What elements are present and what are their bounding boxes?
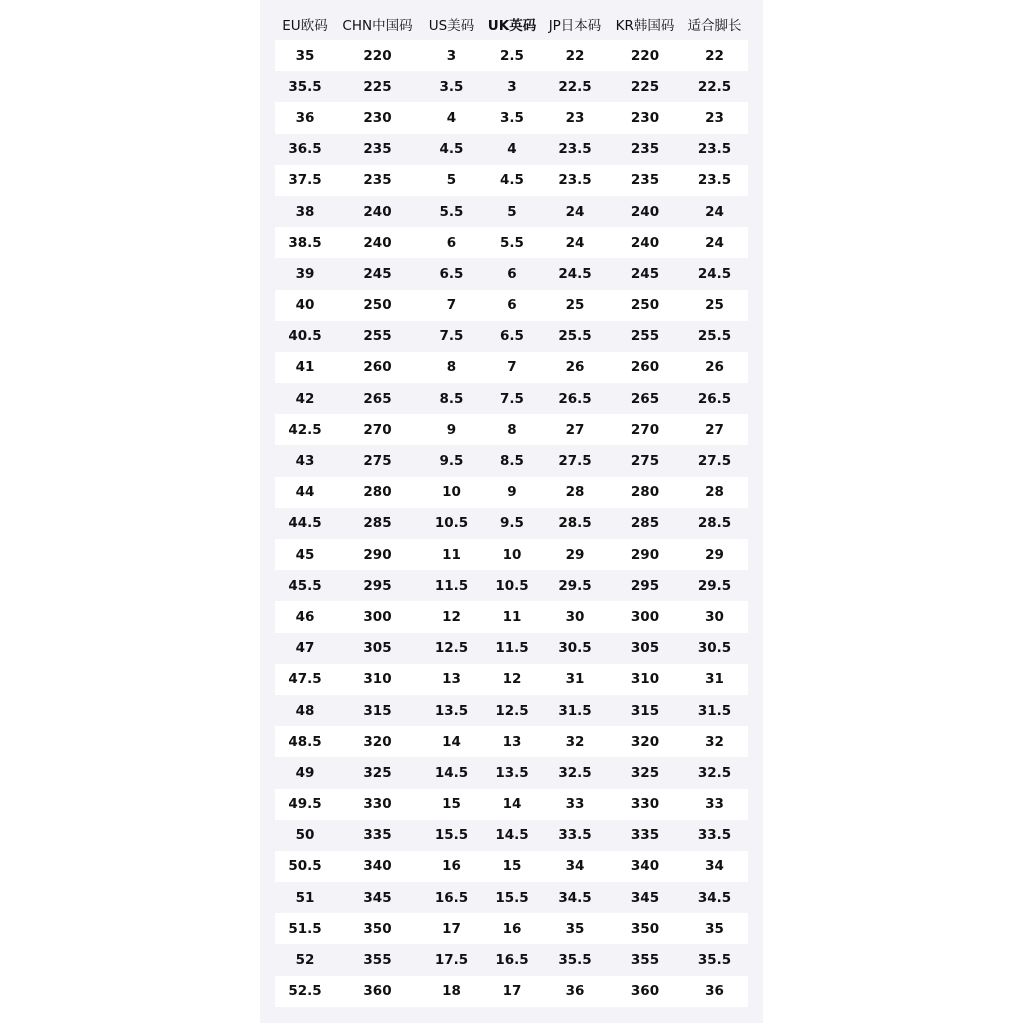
table-row [275,71,748,102]
cell-jp: 34 [565,858,585,875]
cell-uk: 13 [502,733,522,750]
cell-foot-length: 26.5 [697,390,732,407]
cell-us: 5.5 [439,203,464,220]
table-row [275,165,748,196]
cell-eu: 49 [295,764,315,781]
table-row [275,321,748,352]
cell-kr: 225 [630,78,660,95]
cell-jp: 31 [565,671,585,688]
cell-jp: 26 [565,359,585,376]
cell-jp: 22 [565,47,585,64]
cell-uk: 16.5 [495,952,529,969]
cell-kr: 250 [630,297,660,314]
cell-us: 7.5 [439,328,464,345]
header-jp: JP日本码 [548,18,602,34]
cell-eu: 43 [295,453,315,470]
cell-uk: 15 [502,858,522,875]
cell-uk: 4.5 [500,172,524,189]
cell-foot-length: 35 [705,920,724,937]
table-row [275,102,748,133]
cell-us: 14.5 [434,764,469,781]
cell-chn: 240 [363,234,392,251]
table-row [275,757,748,788]
cell-kr: 350 [630,920,660,937]
cell-kr: 290 [630,546,660,563]
table-row [275,477,748,508]
cell-chn: 345 [363,889,392,906]
cell-jp: 35.5 [558,952,592,969]
cell-us: 9 [446,421,457,438]
cell-chn: 315 [363,702,392,719]
cell-jp: 23 [565,109,585,126]
table-row [275,726,748,757]
cell-foot-length: 33 [705,796,724,813]
cell-us: 3 [446,47,457,64]
cell-kr: 280 [630,484,660,501]
cell-chn: 305 [363,640,392,657]
cell-uk: 11 [502,608,522,625]
cell-us: 18 [442,983,461,1000]
cell-chn: 270 [363,421,392,438]
cell-jp: 25 [565,297,585,314]
cell-eu: 44.5 [288,515,322,532]
cell-foot-length: 32 [705,733,724,750]
cell-jp: 30.5 [558,640,592,657]
cell-eu: 51.5 [288,920,322,937]
cell-jp: 36 [565,983,585,1000]
cell-jp: 22.5 [558,78,592,95]
cell-kr: 240 [630,234,660,251]
cell-us: 16.5 [434,889,469,906]
cell-foot-length: 22 [705,47,724,64]
cell-eu: 49.5 [288,796,322,813]
cell-foot-length: 34.5 [697,889,732,906]
cell-kr: 325 [630,764,660,781]
cell-kr: 345 [630,889,660,906]
cell-jp: 30 [565,608,585,625]
table-row [275,290,748,321]
cell-eu: 36.5 [288,141,322,158]
cell-eu: 50 [295,827,315,844]
cell-kr: 285 [630,515,660,532]
cell-us: 8 [446,359,457,376]
table-row [275,601,748,632]
cell-eu: 46 [295,608,315,625]
cell-chn: 320 [363,733,392,750]
cell-jp: 26.5 [558,390,592,407]
cell-us: 4.5 [439,141,464,158]
cell-foot-length: 31 [705,671,724,688]
table-row [275,445,748,476]
table-row [275,414,748,445]
cell-eu: 45.5 [288,577,322,594]
cell-us: 11.5 [434,577,469,594]
cell-uk: 15.5 [495,889,529,906]
cell-us: 12.5 [434,640,469,657]
cell-eu: 48.5 [288,733,322,750]
cell-chn: 290 [363,546,392,563]
cell-kr: 275 [630,453,660,470]
cell-eu: 39 [295,265,315,282]
table-row [275,695,748,726]
table-row [275,570,748,601]
cell-kr: 245 [630,265,660,282]
cell-eu: 38.5 [288,234,322,251]
cell-uk: 5 [507,203,517,220]
cell-foot-length: 23.5 [697,172,732,189]
cell-foot-length: 27.5 [697,453,732,470]
cell-kr: 315 [630,702,660,719]
cell-chn: 260 [363,359,392,376]
cell-uk: 10 [502,546,522,563]
cell-jp: 24 [565,203,585,220]
table-row [275,664,748,695]
cell-eu: 37.5 [288,172,322,189]
cell-chn: 225 [363,78,392,95]
cell-eu: 38 [295,203,315,220]
cell-chn: 325 [363,764,392,781]
cell-foot-length: 33.5 [697,827,732,844]
cell-chn: 355 [363,952,392,969]
table-row [275,913,748,944]
cell-uk: 6 [507,297,517,314]
cell-jp: 23.5 [558,141,592,158]
cell-kr: 320 [630,733,660,750]
cell-eu: 40 [295,297,315,314]
cell-chn: 250 [363,297,392,314]
cell-chn: 265 [363,390,392,407]
cell-uk: 14.5 [495,827,529,844]
cell-eu: 51 [295,889,315,906]
cell-jp: 35 [565,920,585,937]
cell-jp: 31.5 [558,702,592,719]
cell-jp: 32 [565,733,585,750]
cell-foot-length: 24 [705,234,724,251]
cell-jp: 33.5 [558,827,592,844]
cell-uk: 6 [507,265,517,282]
cell-us: 7 [446,297,457,314]
cell-jp: 24.5 [558,265,592,282]
cell-us: 8.5 [439,390,464,407]
cell-chn: 335 [363,827,392,844]
cell-us: 4 [446,109,457,126]
cell-eu: 47.5 [288,671,322,688]
header-us: US美码 [428,18,475,34]
table-row [275,789,748,820]
cell-chn: 255 [363,328,392,345]
cell-uk: 5.5 [500,234,524,251]
cell-uk: 6.5 [500,328,524,345]
cell-us: 10.5 [434,515,469,532]
cell-chn: 240 [363,203,392,220]
table-row [275,851,748,882]
cell-foot-length: 32.5 [697,764,732,781]
cell-uk: 8.5 [500,453,524,470]
cell-us: 12 [442,608,461,625]
cell-uk: 7 [507,359,517,376]
cell-kr: 220 [630,47,660,64]
table-row [275,196,748,227]
cell-foot-length: 28 [705,484,724,501]
cell-jp: 34.5 [558,889,592,906]
table-row [275,383,748,414]
cell-foot-length: 30 [705,608,724,625]
cell-us: 3.5 [439,78,464,95]
cell-uk: 13.5 [495,764,529,781]
cell-kr: 330 [630,796,660,813]
cell-uk: 10.5 [495,577,529,594]
table-row [275,976,748,1007]
cell-us: 13 [442,671,461,688]
size-table-body [275,40,748,1007]
cell-jp: 33 [565,796,585,813]
cell-chn: 235 [363,141,392,158]
cell-chn: 300 [363,608,392,625]
cell-uk: 2.5 [500,47,524,64]
cell-foot-length: 24.5 [697,265,732,282]
cell-eu: 50.5 [288,858,322,875]
cell-jp: 29.5 [558,577,592,594]
cell-us: 14 [442,733,461,750]
cell-eu: 44 [295,484,315,501]
cell-us: 6.5 [439,265,464,282]
cell-jp: 32.5 [558,764,592,781]
cell-chn: 340 [363,858,392,875]
cell-foot-length: 26 [705,359,724,376]
cell-jp: 23.5 [558,172,592,189]
cell-foot-length: 27 [705,421,724,438]
cell-eu: 35 [295,47,315,64]
header-chn: CHN中国码 [342,18,413,34]
cell-foot-length: 30.5 [697,640,732,657]
cell-foot-length: 36 [705,983,724,1000]
cell-uk: 9.5 [500,515,524,532]
cell-kr: 300 [630,608,660,625]
cell-eu: 36 [295,109,315,126]
cell-chn: 310 [363,671,392,688]
cell-foot-length: 22.5 [697,78,732,95]
cell-us: 13.5 [434,702,469,719]
cell-chn: 350 [363,920,392,937]
table-row [275,820,748,851]
cell-kr: 240 [630,203,660,220]
cell-uk: 4 [507,141,517,158]
cell-foot-length: 25.5 [697,328,732,345]
cell-kr: 340 [630,858,660,875]
cell-kr: 255 [630,328,660,345]
cell-kr: 270 [630,421,660,438]
cell-eu: 48 [295,702,315,719]
table-row [275,633,748,664]
header-eu: EU欧码 [282,18,328,34]
cell-foot-length: 23 [705,109,724,126]
cell-jp: 28.5 [558,515,592,532]
cell-kr: 360 [630,983,660,1000]
cell-foot-length: 28.5 [697,515,732,532]
cell-chn: 280 [363,484,392,501]
cell-us: 11 [442,546,461,563]
cell-eu: 42 [295,390,315,407]
cell-kr: 265 [630,390,660,407]
cell-foot-length: 29.5 [697,577,732,594]
table-row [275,352,748,383]
table-row [275,40,748,71]
cell-uk: 3 [507,78,517,95]
table-row [275,258,748,289]
cell-kr: 335 [630,827,660,844]
header-kr: KR韩国码 [615,18,675,34]
cell-foot-length: 23.5 [697,141,732,158]
cell-us: 15.5 [434,827,469,844]
cell-kr: 310 [630,671,660,688]
cell-foot-length: 25 [705,297,724,314]
cell-uk: 3.5 [500,109,524,126]
cell-kr: 355 [630,952,660,969]
cell-kr: 230 [630,109,660,126]
cell-chn: 245 [363,265,392,282]
cell-jp: 29 [565,546,585,563]
cell-eu: 47 [295,640,315,657]
cell-chn: 235 [363,172,392,189]
cell-foot-length: 24 [705,203,724,220]
cell-kr: 260 [630,359,660,376]
cell-us: 17 [442,920,461,937]
table-header [275,10,748,38]
cell-chn: 220 [363,47,392,64]
cell-uk: 14 [502,796,522,813]
table-row [275,134,748,165]
header-uk: UK英码 [487,18,537,34]
cell-foot-length: 34 [705,858,724,875]
cell-chn: 330 [363,796,392,813]
cell-chn: 295 [363,577,392,594]
cell-eu: 52 [295,952,315,969]
cell-eu: 40.5 [288,328,322,345]
cell-us: 17.5 [434,952,469,969]
cell-us: 15 [442,796,461,813]
cell-uk: 8 [507,421,517,438]
table-row [275,227,748,258]
cell-eu: 41 [295,359,315,376]
cell-us: 16 [442,858,461,875]
cell-foot-length: 35.5 [697,952,732,969]
cell-jp: 27.5 [558,453,592,470]
cell-uk: 7.5 [500,390,524,407]
cell-uk: 12.5 [495,702,529,719]
cell-eu: 42.5 [288,421,322,438]
cell-us: 6 [446,234,457,251]
cell-kr: 235 [630,172,660,189]
cell-kr: 295 [630,577,660,594]
cell-uk: 17 [502,983,522,1000]
cell-uk: 9 [507,484,517,501]
cell-chn: 360 [363,983,392,1000]
cell-eu: 52.5 [288,983,322,1000]
header-foot-length: 适合脚长 [687,18,742,34]
cell-chn: 230 [363,109,392,126]
cell-jp: 28 [565,484,585,501]
cell-eu: 45 [295,546,315,563]
cell-foot-length: 31.5 [697,702,732,719]
cell-uk: 12 [502,671,522,688]
cell-jp: 25.5 [558,328,592,345]
cell-us: 10 [442,484,461,501]
table-row [275,508,748,539]
cell-foot-length: 29 [705,546,724,563]
cell-uk: 11.5 [495,640,529,657]
cell-chn: 275 [363,453,392,470]
table-row [275,944,748,975]
cell-eu: 35.5 [288,78,322,95]
cell-jp: 24 [565,234,585,251]
cell-uk: 16 [502,920,522,937]
cell-chn: 285 [363,515,392,532]
table-row [275,539,748,570]
cell-jp: 27 [565,421,585,438]
cell-us: 5 [446,172,457,189]
cell-kr: 235 [630,141,660,158]
cell-kr: 305 [630,640,660,657]
table-row [275,882,748,913]
cell-us: 9.5 [439,453,464,470]
